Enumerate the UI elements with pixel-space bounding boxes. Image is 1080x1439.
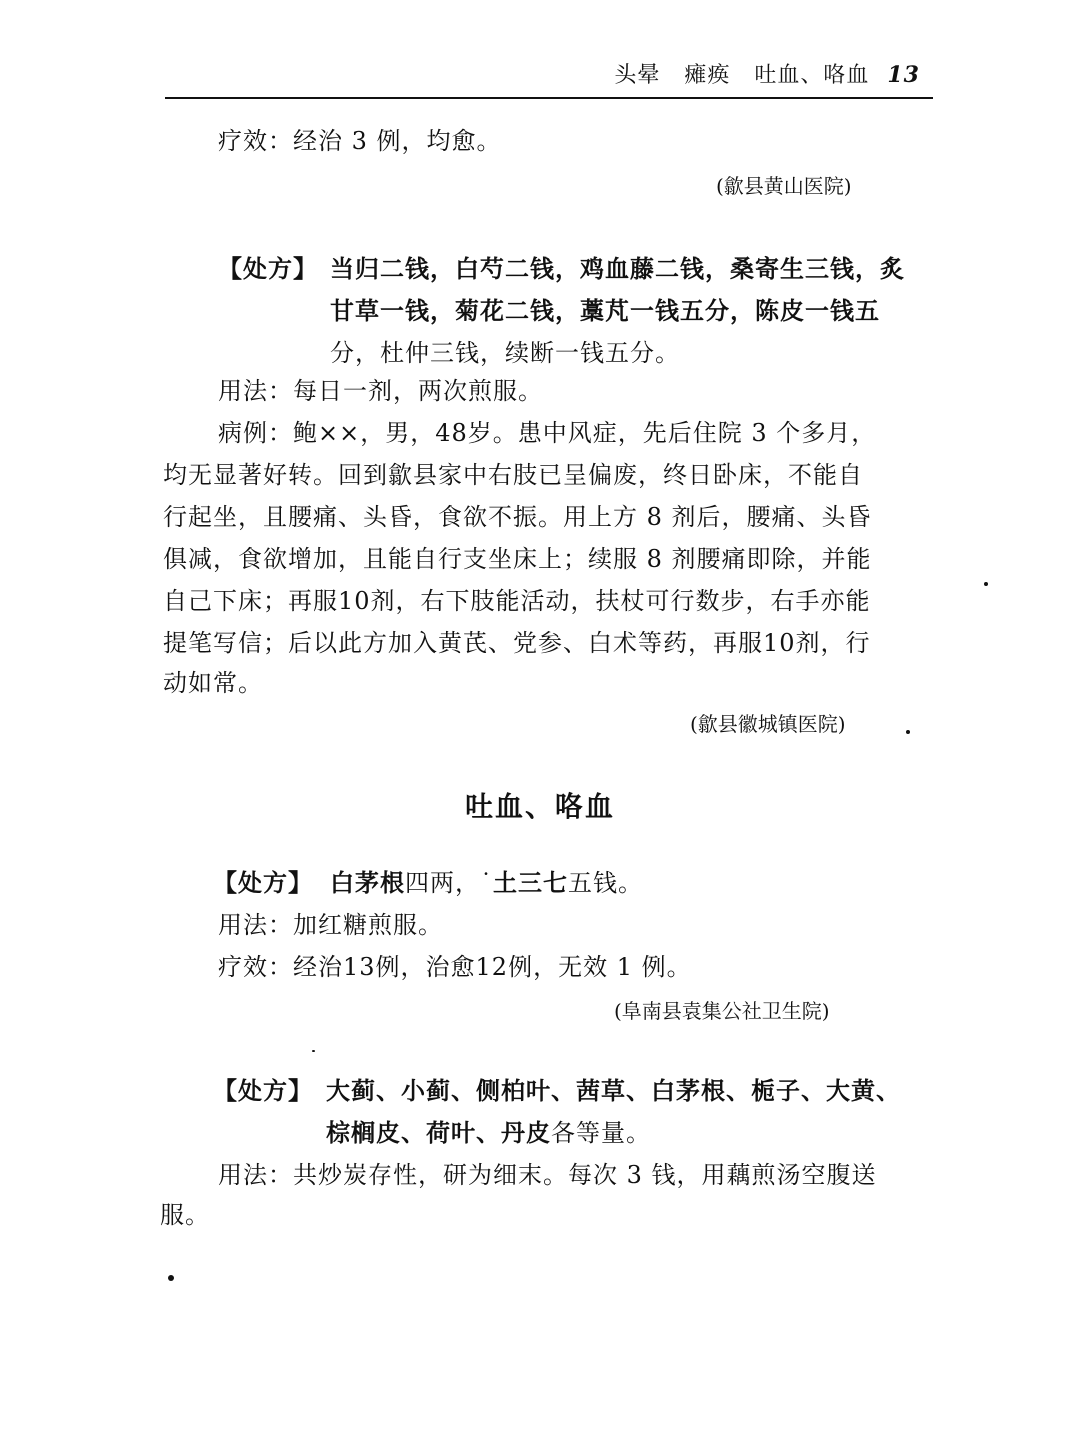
prescription-label-2: 【处方】 [218, 254, 318, 283]
page-number: 13 [887, 62, 920, 88]
usage-text-3: 用法：加红糖煎服。 [218, 911, 443, 939]
dose-tu-sanqi: 五钱。 [568, 869, 643, 897]
header-rule [165, 97, 933, 99]
scan-speck [906, 730, 910, 734]
scan-speck [984, 582, 988, 586]
efficacy-text-1: 疗效：经治 3 例，均愈。 [218, 127, 502, 155]
usage-text-4b: 服。 [160, 1201, 210, 1229]
dosage-equal: 各等量。 [551, 1119, 651, 1147]
source-note-1: (歙县黄山医院) [716, 174, 852, 198]
herb-list-continued: 棕榈皮、荷叶、丹皮 [326, 1118, 551, 1147]
usage-text-4a: 用法：共炒炭存性，研为细末。每次 3 钱，用藕煎汤空腹送 [218, 1161, 877, 1189]
case-line-1: 病例：鲍××，男，48岁。患中风症，先后住院 3 个多月， [218, 419, 877, 447]
prescription-line-3 [330, 862, 643, 904]
prescription-line-2c: 分，杜仲三钱，续断一钱五分。 [330, 339, 680, 367]
source-note-2: (歙县徽城镇医院) [690, 712, 846, 736]
scan-speck [168, 1275, 174, 1281]
section-title: 吐血、咯血 [464, 790, 615, 823]
source-note-3: (阜南县袁集公社卫生院) [614, 999, 830, 1023]
header-section-hematemesis: 吐血、咯血 [754, 63, 870, 88]
herb-tu-sanqi: 土三七 [493, 868, 568, 897]
case-line-5: 自己下床；再服10剂，右下肢能活动，扶杖可行数步，右手亦能 [163, 587, 871, 615]
prescription-label-3: 【处方】 [213, 868, 313, 897]
case-line-2: 均无显著好转。回到歙县家中右肢已呈偏废，终日卧床，不能自 [163, 461, 863, 489]
prescription-line-2b: 甘草一钱，菊花二钱，藁芃一钱五分，陈皮一钱五 [330, 296, 880, 325]
running-header [614, 58, 920, 89]
herb-imperata-root: 白茅根 [330, 868, 405, 897]
annotation-mark: ˙ [480, 869, 493, 897]
case-line-7: 动如常。 [163, 669, 263, 697]
case-line-6: 提笔写信；后以此方加入黄芪、党参、白术等药，再服10剂，行 [163, 629, 871, 657]
usage-text-2: 用法：每日一剂，两次煎服。 [218, 377, 543, 405]
header-section-paralysis: 瘫痪 [684, 63, 731, 88]
prescription-line-4a: 大蓟、小蓟、侧柏叶、茜草、白茅根、栀子、大黄、 [326, 1076, 901, 1105]
efficacy-text-3: 疗效：经治13例，治愈12例，无效 1 例。 [218, 953, 692, 981]
dose-imperata: 四两， [405, 869, 480, 897]
case-line-4: 俱减，食欲增加，且能自行支坐床上；续服 8 剂腰痛即除，并能 [163, 545, 872, 573]
case-line-3: 行起坐，且腰痛、头昏，食欲不振。用上方 8 剂后，腰痛、头昏 [163, 503, 872, 531]
prescription-label-4: 【处方】 [213, 1076, 313, 1105]
prescription-line-4b [326, 1112, 651, 1154]
header-section-dizziness: 头晕 [614, 63, 661, 88]
scan-speck [312, 1050, 315, 1052]
prescription-line-2a: 当归二钱，白芍二钱，鸡血藤二钱，桑寄生三钱，炙 [330, 254, 905, 283]
